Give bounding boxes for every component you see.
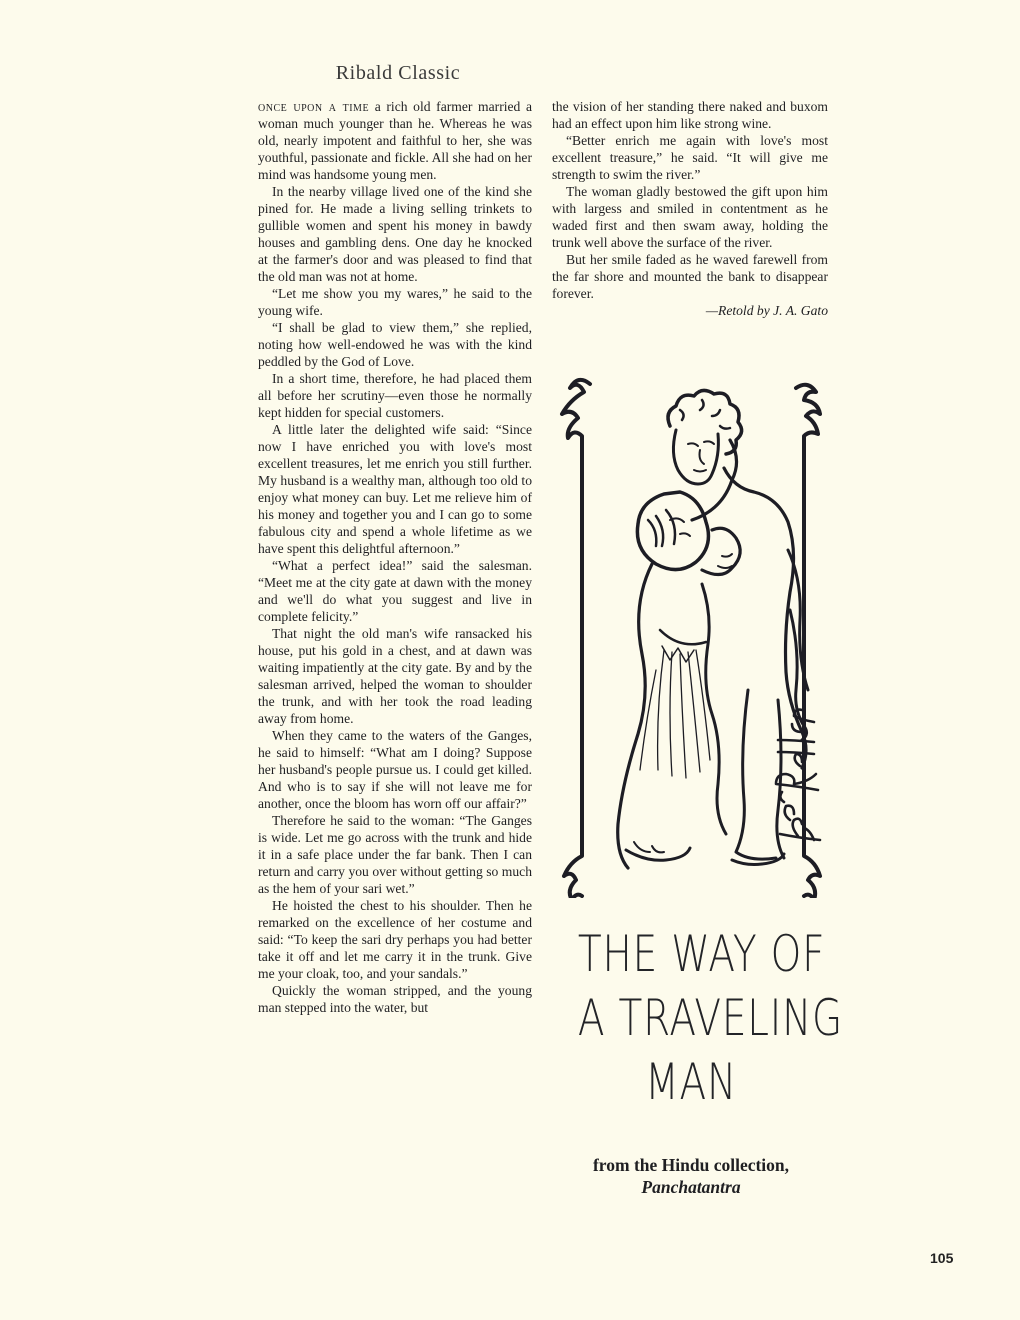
byline: —Retold by J. A. Gato (705, 303, 828, 318)
source-collection-name: Panchatantra (641, 1177, 741, 1197)
story-paragraph: A little later the delighted wife said: “Since now I have enriched you with love's most excellent treasures, let me enrich you still further. My husband is a wealthy man, although too old to enjoy what money can buy. Let me relieve him of his money and together you and I can go to some fabulous city and spend a whole lifetime as we have spent this delightful afternoon.” (258, 422, 532, 556)
title-line: A TRAVELING (577, 989, 844, 1047)
story-paragraph: the vision of her standing there naked and buxom had an effect upon him like strong wine. (552, 99, 828, 131)
story-paragraph: He hoisted the chest to his shoulder. Then he remarked on the excellence of her costume and said: “To keep the sari dry perhaps you had better take it off and let me carry it in the trunk. Give me your cloak, too, and your sandals.” (258, 898, 532, 981)
story-opening: once upon a time (258, 99, 370, 114)
story-paragraph: “Let me show you my wares,” he said to the young wife. (258, 286, 532, 318)
story-paragraph: “Better enrich me again with love's most excellent treasure,” he said. “It will give me strength to swim the river.” (552, 133, 828, 182)
story-paragraph: That night the old man's wife ransacked his house, put his gold in a chest, and at dawn was waiting impatiently at the city gate. By and by the salesman arrived, helped the woman to shoulder the trunk, and with her took the road leading away from home. (258, 626, 532, 726)
story-left-column (258, 98, 532, 1016)
title-line: THE WAY OF (577, 925, 826, 983)
title-line: MAN (645, 1053, 737, 1111)
story-paragraph: once upon a time a rich old farmer married a woman much younger than he. Whereas he was old, nearly impotent and faithful to her, she was youthful, passionate and fickle. All she had on her mind was handsome young men. (258, 99, 533, 182)
source-line: from the Hindu collection, (592, 1155, 790, 1175)
story-paragraph: But her smile faded as he waved farewell from the far shore and mounted the bank to disappear forever. (552, 252, 828, 301)
story-paragraph: In the nearby village lived one of the kind she pined for. He made a living selling trinkets to gullible women and spent his money in bawdy houses and gambling dens. One day he knocked at the farmer's door and was pleased to find that the old man was not at home. (258, 184, 532, 284)
story-paragraph: “What a perfect idea!” said the salesman. “Meet me at the city gate at dawn with the money and we'll do what you suggest and live in complete felicity.” (258, 558, 532, 624)
section-header: Ribald Classic (335, 62, 461, 84)
story-title (577, 922, 844, 1114)
story-paragraph: “I shall be glad to view them,” she replied, noting how well-endowed he was with the kind peddled by the God of Love. (258, 320, 532, 369)
source-credit (546, 1154, 836, 1198)
story-paragraph: The woman gladly bestowed the gift upon him with largess and smiled in contentment as he waded first and then swam away, holding the trunk well above the surface of the river. (552, 184, 828, 250)
page-number: 105 (930, 1250, 954, 1266)
story-right-column (552, 98, 828, 319)
story-paragraph: Therefore he said to the woman: “The Ganges is wide. Let me go across with the trunk and hide it in a safe place under the far bank. Then I can return and carry you over without getting so much as the hem of your sari wet.” (258, 813, 532, 896)
story-paragraph: When they came to the waters of the Ganges, he said to himself: “What am I doing? Suppose her husband's people pursue us. I could get killed. And who is to say if she will not leave me for another, once the bloom has worn off our affair?” (258, 728, 532, 811)
story-paragraph: Quickly the woman stripped, and the young man stepped into the water, but (258, 983, 532, 1015)
story-paragraph: In a short time, therefore, he had placed them all before her scrutiny—even those he normally kept hidden for special customers. (258, 371, 532, 420)
couple-illustration (552, 370, 832, 898)
